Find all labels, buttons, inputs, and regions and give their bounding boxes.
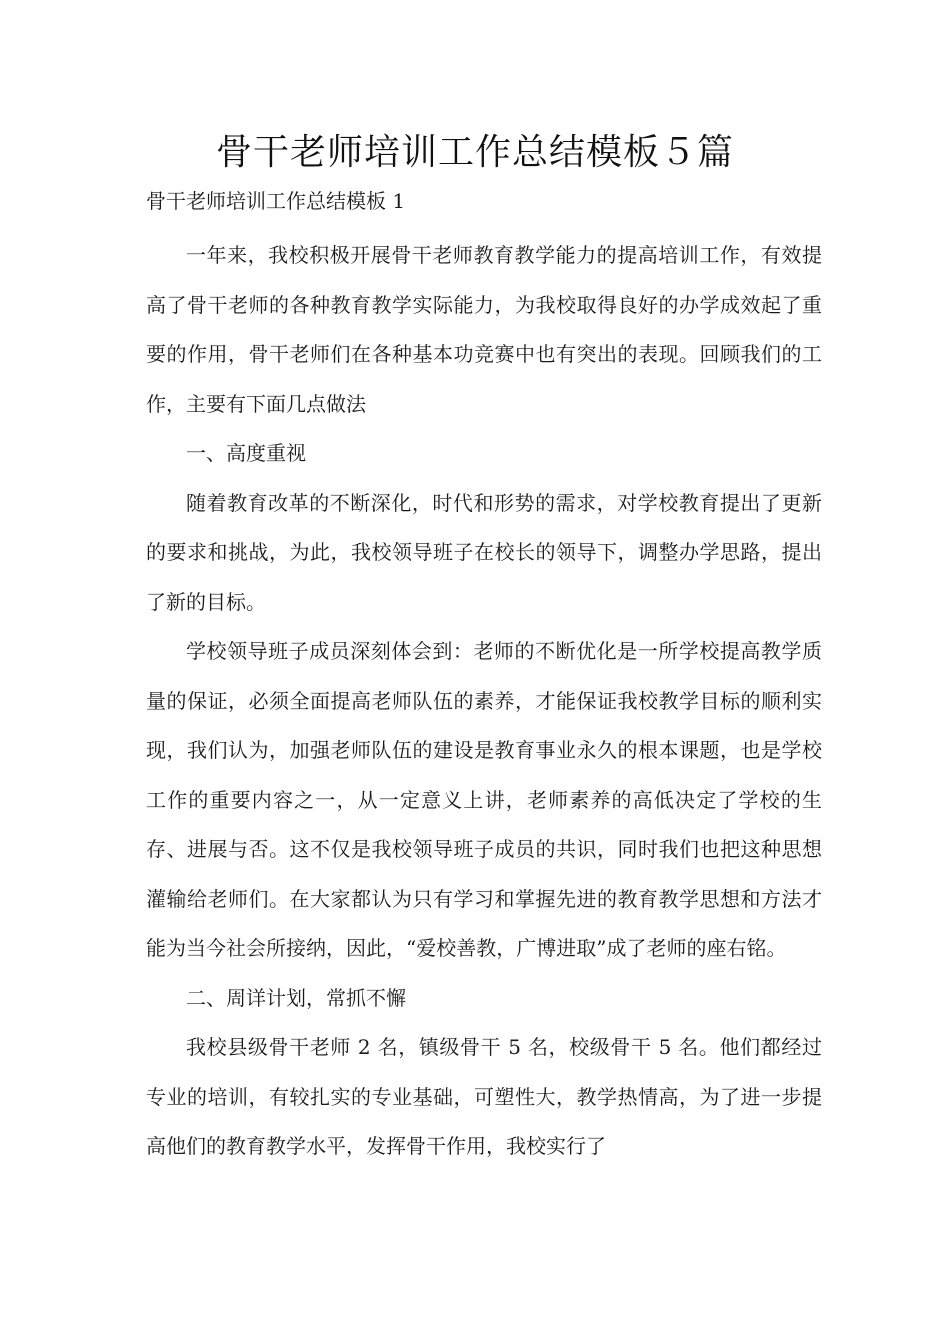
document-body xyxy=(146,183,822,1172)
paragraph-backbone-teachers: 我校县级骨干老师 2 名，镇级骨干 5 名，校级骨干 5 名。他们都经过专业的培训，有较扎实的专业基础，可塑性大，教学热情高，为了进一步提高他们的教育教学水平，发挥骨干作用，我校实行了 xyxy=(146,1035,822,1158)
paragraph-leadership: 学校领导班子成员深刻体会到：老师的不断优化是一所学校提高教学质量的保证，必须全面提高老师队伍的素养，才能保证我校教学目标的顺利实现，我们认为，加强老师队伍的建设是教育事业永久的根本课题，也是学校工作的重要内容之一，从一定意义上讲，老师素养的高低决定了学校的生存、进展与否。这不仅是我校领导班子成员的共识，同时我们也把这种思想灌输给老师们。在大家都认为只有学习和掌握先进的教育教学思想和方法才能为当今社会所接纳，因此，“爱校善教，广博进取”成了老师的座右铭。 xyxy=(146,639,822,960)
paragraph-reform: 随着教育改革的不断深化，时代和形势的需求，对学校教育提出了更新的要求和挑战，为此，我校领导班子在校长的领导下，调整办学思路，提出了新的目标。 xyxy=(146,490,822,614)
section-subtitle: 骨干老师培训工作总结模板 1 xyxy=(146,189,406,213)
heading-section-1: 一、高度重视 xyxy=(186,441,306,465)
heading-section-2: 二、周详计划，常抓不懈 xyxy=(186,985,406,1010)
paragraph-intro: 一年来，我校积极开展骨干老师教育教学能力的提高培训工作，有效提高了骨干老师的各种教育教学实际能力，为我校取得良好的办学成效起了重要的作用，骨干老师们在各种基本功竞赛中也有突出的表现。回顾我们的工作，主要有下面几点做法 xyxy=(146,243,822,416)
document-title: 骨干老师培训工作总结模板５篇 xyxy=(215,132,734,173)
